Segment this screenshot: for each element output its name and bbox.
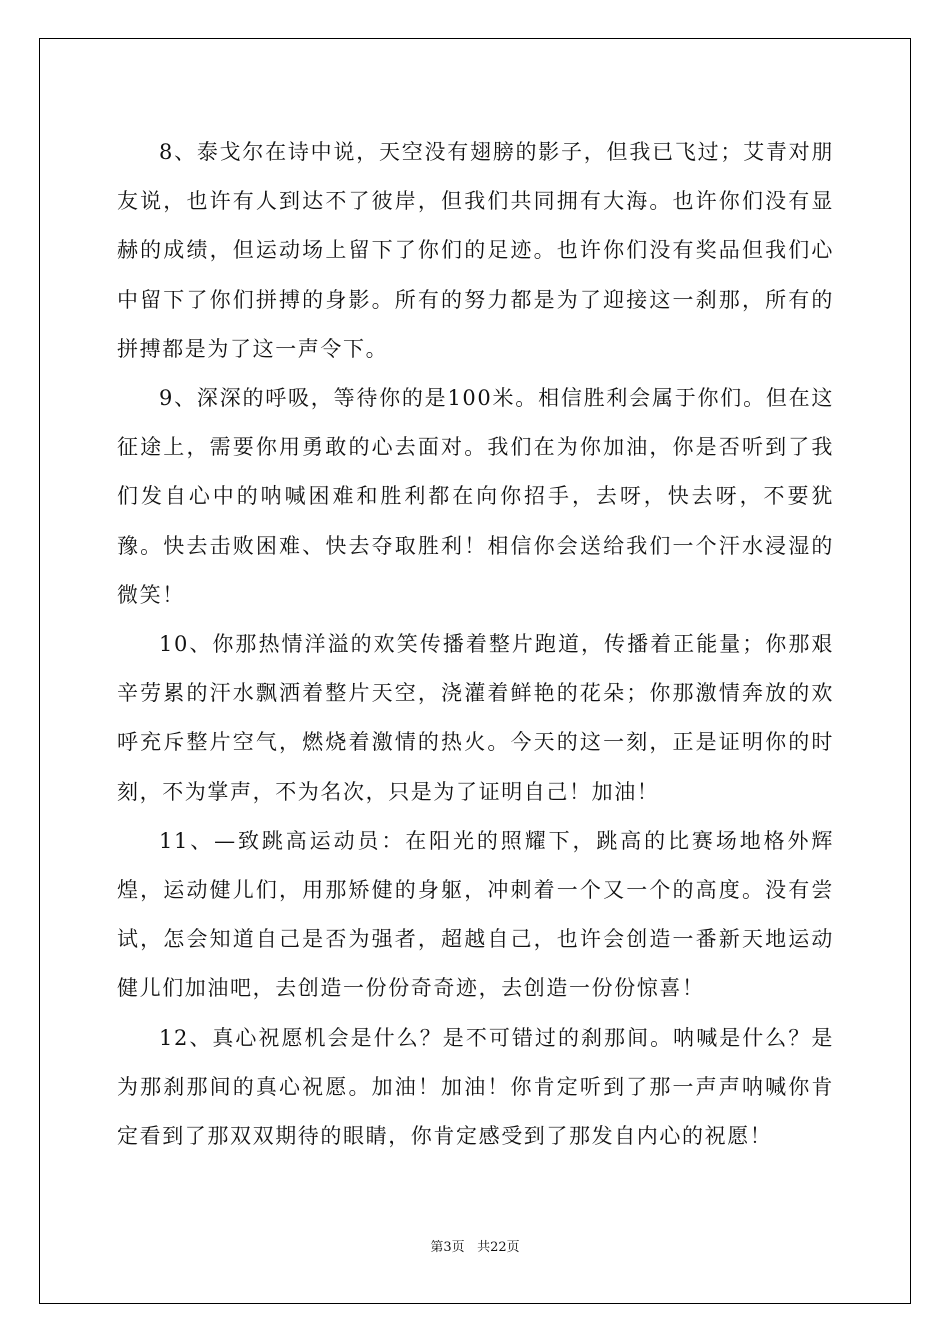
paragraph-10: 10、你那热情洋溢的欢笑传播着整片跑道，传播着正能量；你那艰辛劳累的汗水飘洒着整片天空，浇灌着鲜艳的花朵；你那激情奔放的欢呼充斥整片空气，燃烧着激情的热火。今天的这一刻，正是证明你的时刻，不为掌声，不为名次，只是为了证明自己！加油！	[117, 632, 834, 804]
page-number: 第3页	[430, 1240, 465, 1255]
paragraph-9: 9、深深的呼吸，等待你的是100米。相信胜利会属于你们。但在这征途上，需要你用勇敢的心去面对。我们在为你加油，你是否听到了我们发自心中的呐喊困难和胜利都在向你招手，去呀，快去呀，不要犹豫。快去击败困难、快去夺取胜利！相信你会送给我们一个汗水浸湿的微笑！	[117, 386, 834, 607]
paragraph-11: 11、—致跳高运动员：在阳光的照耀下，跳高的比赛场地格外辉煌，运动健儿们，用那矫健的身躯，冲刺着一个又一个的高度。没有尝试，怎会知道自己是否为强者，超越自己，也许会创造一番新天地运动健儿们加油吧，去创造一份份奇奇迹，去创造一份份惊喜！	[117, 828, 834, 1001]
paragraph-12: 12、真心祝愿机会是什么？是不可错过的刹那间。呐喊是什么？是为那刹那间的真心祝愿。加油！加油！你肯定听到了那一声声呐喊你肯定看到了那双双期待的眼睛，你肯定感受到了那发自内心的祝愿！	[117, 1025, 834, 1149]
page-footer	[0, 1236, 950, 1255]
paragraph-8: 8、泰戈尔在诗中说，天空没有翅膀的影子，但我已飞过；艾青对朋友说，也许有人到达不了彼岸，但我们共同拥有大海。也许你们没有显赫的成绩，但运动场上留下了你们的足迹。也许你们没有奖品但我们心中留下了你们拼搏的身影。所有的努力都是为了迎接这一刹那，所有的拼搏都是为了这一声令下。	[117, 140, 834, 361]
page-total: 共22页	[477, 1240, 520, 1255]
document-body	[117, 128, 834, 1161]
